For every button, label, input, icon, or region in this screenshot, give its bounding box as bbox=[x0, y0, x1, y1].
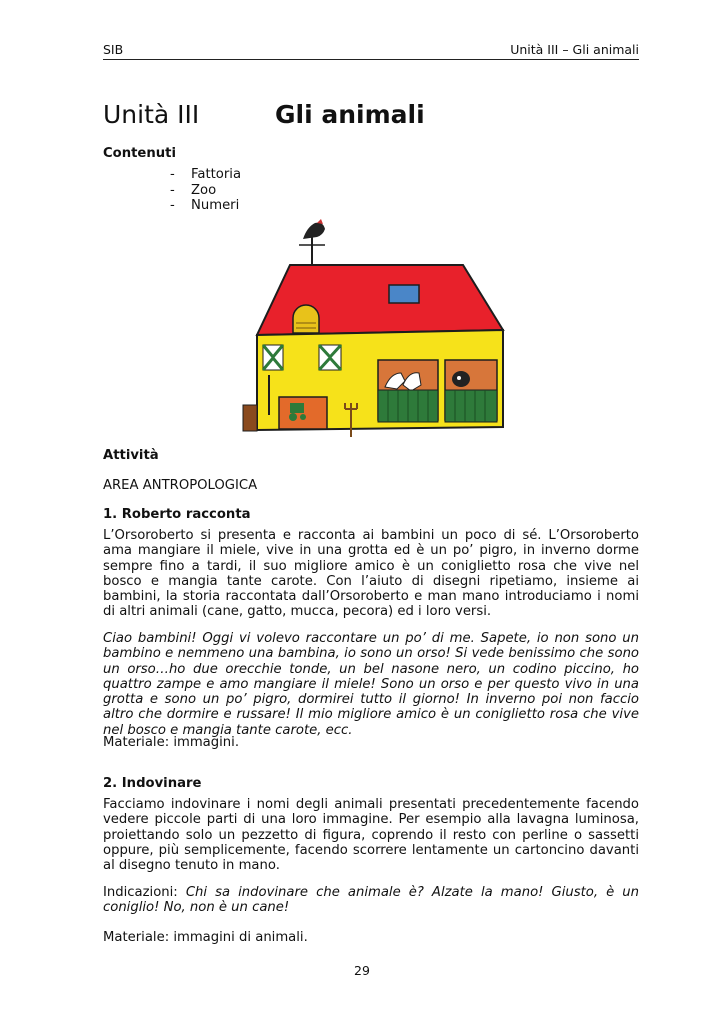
cow-icon bbox=[452, 371, 470, 387]
list-item: - Zoo bbox=[170, 183, 241, 199]
section2-materiale: Materiale: immagini di animali. bbox=[103, 930, 308, 945]
indicazioni-label: Indicazioni: bbox=[103, 885, 178, 900]
page-header bbox=[103, 42, 639, 60]
section2-indicazioni bbox=[103, 885, 639, 916]
section1-story: Ciao bambini! Oggi vi volevo raccontare un po’ di me. Sapete, io non sono un bambino e nemmeno una bambina, io sono un orso! Si vede benissimo che sono un orso…ho due orecchie tonde, un bel nasone nero, un codino piccino, ho quattro zampe e amo mangiare il miele! Sono un orso e per questo vivo in una grotta e sono un po’ pigro, dormirei tutto il giorno! In inverno poi non faccio altro che dormire e russare! Il mio migliore amico è un coniglietto rosa che vive nel bosco e mangia tante carote, ecc. bbox=[103, 631, 639, 738]
header-right: Unità III – Gli animali bbox=[510, 42, 639, 57]
title-unit: Unità III bbox=[103, 100, 200, 129]
section2-paragraph: Facciamo indovinare i nomi degli animali presentati precedentemente facendo vedere piccole parti di una loro immagine. Per esempio alla lavagna luminosa, proiettando solo un pezzetto di figura, coprendo il resto con perline o sassetti oppure, più semplicemente, facendo scorrere lentamente un cartoncino davanti al disegno tenuto in mano. bbox=[103, 797, 639, 874]
section1-paragraph: L’Orsoroberto si presenta e racconta ai bambini un poco di sé. L’Orsoroberto ama mangiare il miele, vive in una grotta ed è un po’ pigro, in inverno dorme sempre fino a tardi, il suo migliore amico è un coniglietto rosa che vive nel bosco e mangia tante carote. Con l’aiuto di disegni ripetiamo, insieme ai bambini, la storia raccontata dall’Orsoroberto e man mano introduciamo i nomi di altri animali (cane, gatto, mucca, pecora) ed i loro versi. bbox=[103, 528, 639, 620]
list-item: - Fattoria bbox=[170, 167, 241, 183]
weathervane-icon bbox=[299, 219, 325, 265]
contenuti-list bbox=[170, 167, 241, 214]
skylight bbox=[389, 285, 419, 303]
window-right bbox=[319, 345, 341, 370]
section2-heading: 2. Indovinare bbox=[103, 776, 202, 791]
contenuti-heading: Contenuti bbox=[103, 146, 176, 161]
window-left bbox=[263, 345, 283, 370]
title-name: Gli animali bbox=[275, 100, 425, 129]
area-label: AREA ANTROPOLOGICA bbox=[103, 478, 258, 493]
section1-heading: 1. Roberto racconta bbox=[103, 507, 251, 522]
section1-materiale: Materiale: immagini. bbox=[103, 735, 240, 750]
farmhouse-illustration bbox=[235, 215, 520, 443]
header-left: SIB bbox=[103, 42, 124, 57]
page-title bbox=[103, 100, 425, 129]
indicazioni-text: Chi sa indovinare che animale è? Alzate la mano! Giusto, è un coniglio! No, non è un cane! bbox=[103, 885, 639, 916]
attivita-heading: Attività bbox=[103, 448, 159, 463]
list-item: - Numeri bbox=[170, 198, 241, 214]
page-number: 29 bbox=[354, 963, 370, 978]
